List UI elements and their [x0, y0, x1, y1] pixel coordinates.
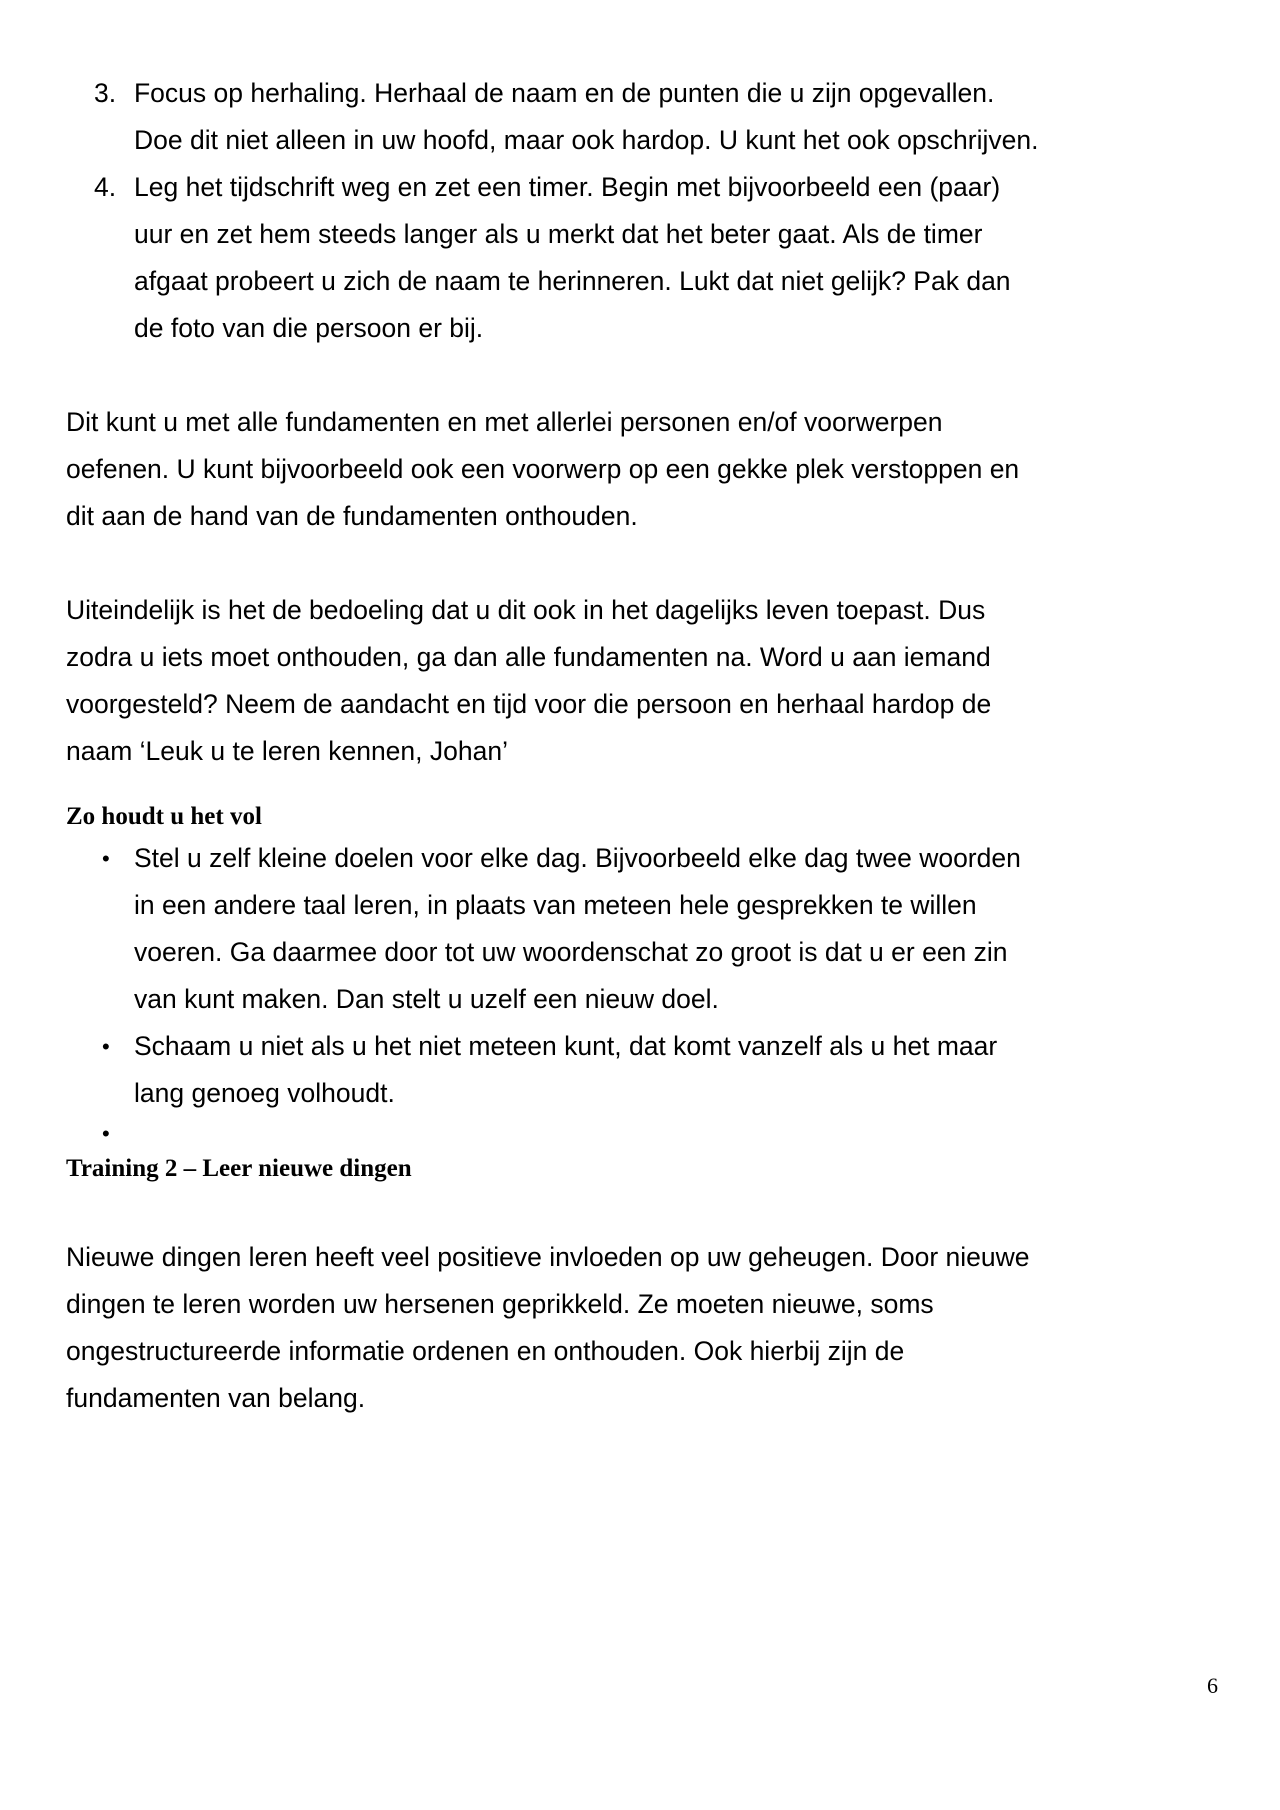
- bullet-dot-icon: •: [102, 1121, 110, 1146]
- heading-zo-houdt-u-het-vol: Zo houdt u het vol: [66, 803, 262, 830]
- bullet-list: [66, 835, 1041, 1151]
- spacer-after-numbered-list: [66, 352, 1041, 399]
- spacer-after-paragraph-1: [66, 540, 1041, 587]
- spacer-before-heading-zo-houdt-u-het-vol: [66, 775, 1041, 799]
- paragraph-nieuwe-dingen-leren: Nieuwe dingen leren heeft veel positieve invloeden op uw geheugen. Door nieuwe dingen te leren worden uw hersenen geprikkeld. Ze moeten nieuwe, soms ongestructureerde informatie ordenen en onthouden. Ook hierbij zijn de fundamenten van belang.: [66, 1242, 1030, 1413]
- numbered-list-item-3: [66, 70, 1041, 164]
- page-number: 6: [1207, 1673, 1218, 1698]
- bullet-dot-icon: •: [102, 846, 110, 871]
- bullet-dot-icon: •: [102, 1034, 110, 1059]
- list-marker-3: 3.: [94, 78, 117, 108]
- heading-training-2: Training 2 – Leer nieuwe dingen: [66, 1155, 412, 1182]
- paragraph-fundamenten-oefenen: Dit kunt u met alle fundamenten en met allerlei personen en/of voorwerpen oefenen. U kunt bijvoorbeeld ook een voorwerp op een gekke plek verstoppen en dit aan de hand van de fundamenten onthouden.: [66, 407, 1020, 531]
- numbered-list: [66, 70, 1041, 352]
- bullet-list-item-2-text: Schaam u niet als u het niet meteen kunt, dat komt vanzelf als u het maar lang genoeg volhoudt.: [134, 1031, 998, 1108]
- list-marker-4: 4.: [94, 172, 117, 202]
- numbered-list-item-4: [66, 164, 1041, 352]
- numbered-list-item-3-text: Focus op herhaling. Herhaal de naam en de punten die u zijn opgevallen. Doe dit niet alleen in uw hoofd, maar ook hardop. U kunt het ook opschrijven.: [134, 78, 1039, 155]
- bullet-list-item-1-text: Stel u zelf kleine doelen voor elke dag. Bijvoorbeeld elke dag twee woorden in een andere taal leren, in plaats van meteen hele gesprekken te willen voeren. Ga daarmee door tot uw woordenschat zo groot is dat u er een zin van kunt maken. Dan stelt u uzelf een nieuw doel.: [134, 843, 1021, 1014]
- page-content: [66, 70, 1041, 1422]
- bullet-list-item-3-empty: [66, 1117, 1041, 1151]
- bullet-list-item-1: [66, 835, 1041, 1023]
- bullet-list-item-2: [66, 1023, 1041, 1117]
- paragraph-dagelijks-leven: Uiteindelijk is het de bedoeling dat u dit ook in het dagelijks leven toepast. Dus zodra u iets moet onthouden, ga dan alle fundamenten na. Word u aan iemand voorgesteld? Neem de aandacht en tijd voor die persoon en herhaal hardop de naam ‘Leuk u te leren kennen, Johan’: [66, 595, 992, 766]
- numbered-list-item-4-text: Leg het tijdschrift weg en zet een timer. Begin met bijvoorbeeld een (paar) uur en zet hem steeds langer als u merkt dat het beter gaat. Als de timer afgaat probeert u zich de naam te herinneren. Lukt dat niet gelijk? Pak dan de foto van die persoon er bij.: [134, 172, 1011, 343]
- spacer-after-heading-training-2: [66, 1187, 1041, 1234]
